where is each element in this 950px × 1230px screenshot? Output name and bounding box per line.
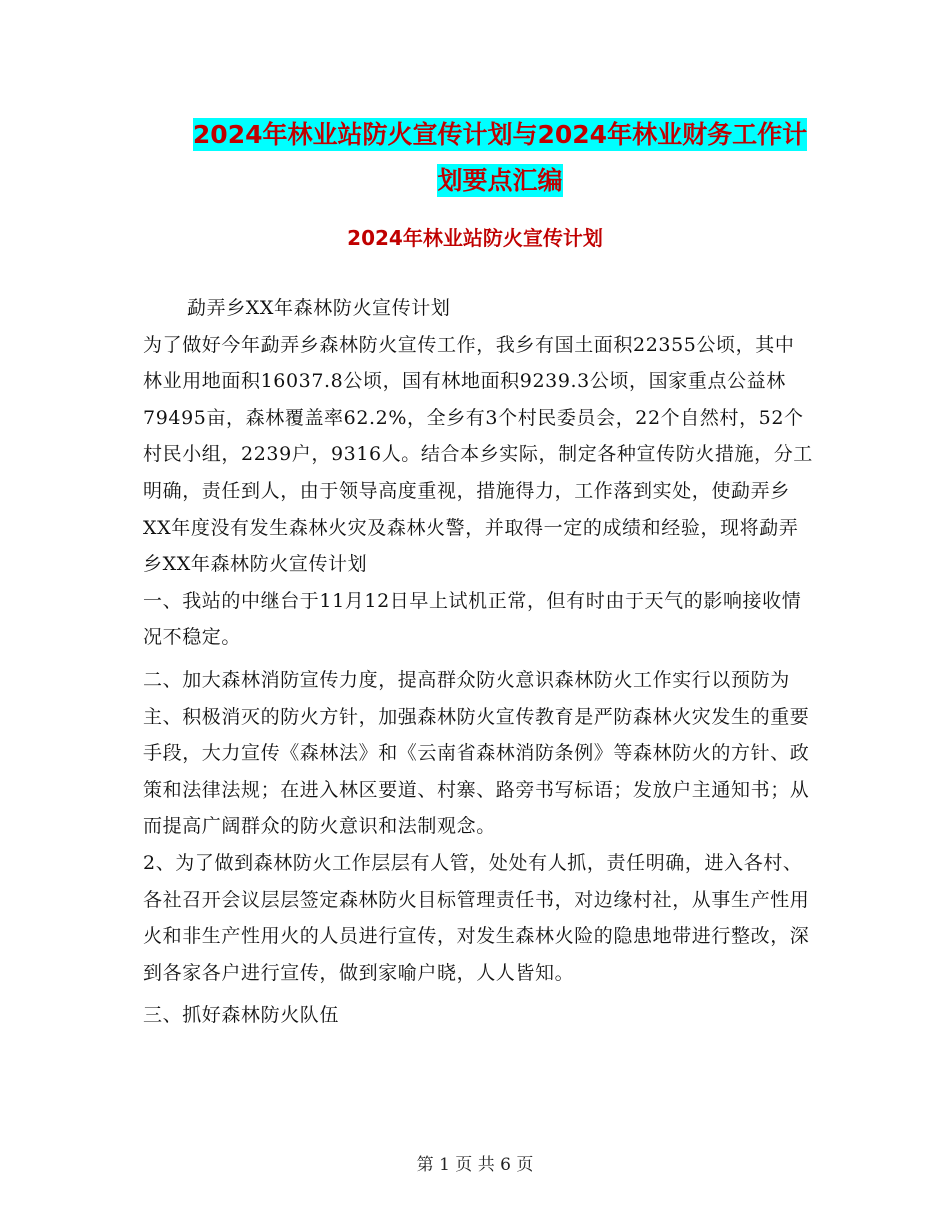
- document-title: [185, 112, 815, 204]
- paragraph-item-1: 一、我站的中继台于11月12日早上试机正常，但有时由于天气的影响接收情况不稳定。: [143, 589, 802, 649]
- paragraph-subtitle: 勐弄乡XX年森林防火宣传计划: [187, 297, 451, 319]
- title-line-2: 划要点汇编: [437, 166, 563, 195]
- paragraph-item-2-sub: 2、为了做到森林防火工作层层有人管，处处有人抓，责任明确，进入各村、各社召开会议层层签定森林防火目标管理责任书，对边缘村社，从事生产性用火和非生产性用火的人员进行宣传，对发生森林火险的隐患地带进行整改，深到各家各户进行宣传，做到家喻户晓，人人皆知。: [143, 851, 810, 984]
- paragraph-item-2: 二、加大森林消防宣传力度，提高群众防火意识森林防火工作实行以预防为主、积极消灭的防火方针，加强森林防火宣传教育是严防森林火灾发生的重要手段，大力宣传《森林法》和《云南省森林消防条例》等森林防火的方针、政策和法律法规；在进入林区要道、村寨、路旁书写标语；发放户主通知书；从而提高广阔群众的防火意识和法制观念。: [143, 668, 810, 838]
- document-body: [143, 290, 813, 1034]
- section-title: 2024年林业站防火宣传计划: [347, 226, 603, 250]
- title-line-1: 2024年林业站防火宣传计划与2024年林业财务工作计: [192, 120, 808, 149]
- page-footer: 第 1 页 共 6 页: [416, 1155, 534, 1175]
- paragraph-item-3: 三、抓好森林防火队伍: [143, 1004, 340, 1027]
- paragraph-intro: 为了做好今年勐弄乡森林防火宣传工作，我乡有国土面积22355公顷，其中林业用地面积16037.8公顷，国有林地面积9239.3公顷，国家重点公益林79495亩，森林覆盖率62.2%，全乡有3个村民委员会，22个自然村，52个村民小组，2239户，9316人。结合本乡实际，制定各种宣传防火措施，分工明确，责任到人，由于领导高度重视，措施得力，工作落到实处，使勐弄乡XX年度没有发生森林火灾及森林火警，并取得一定的成绩和经验，现将勐弄乡XX年森林防火宣传计划: [143, 333, 813, 576]
